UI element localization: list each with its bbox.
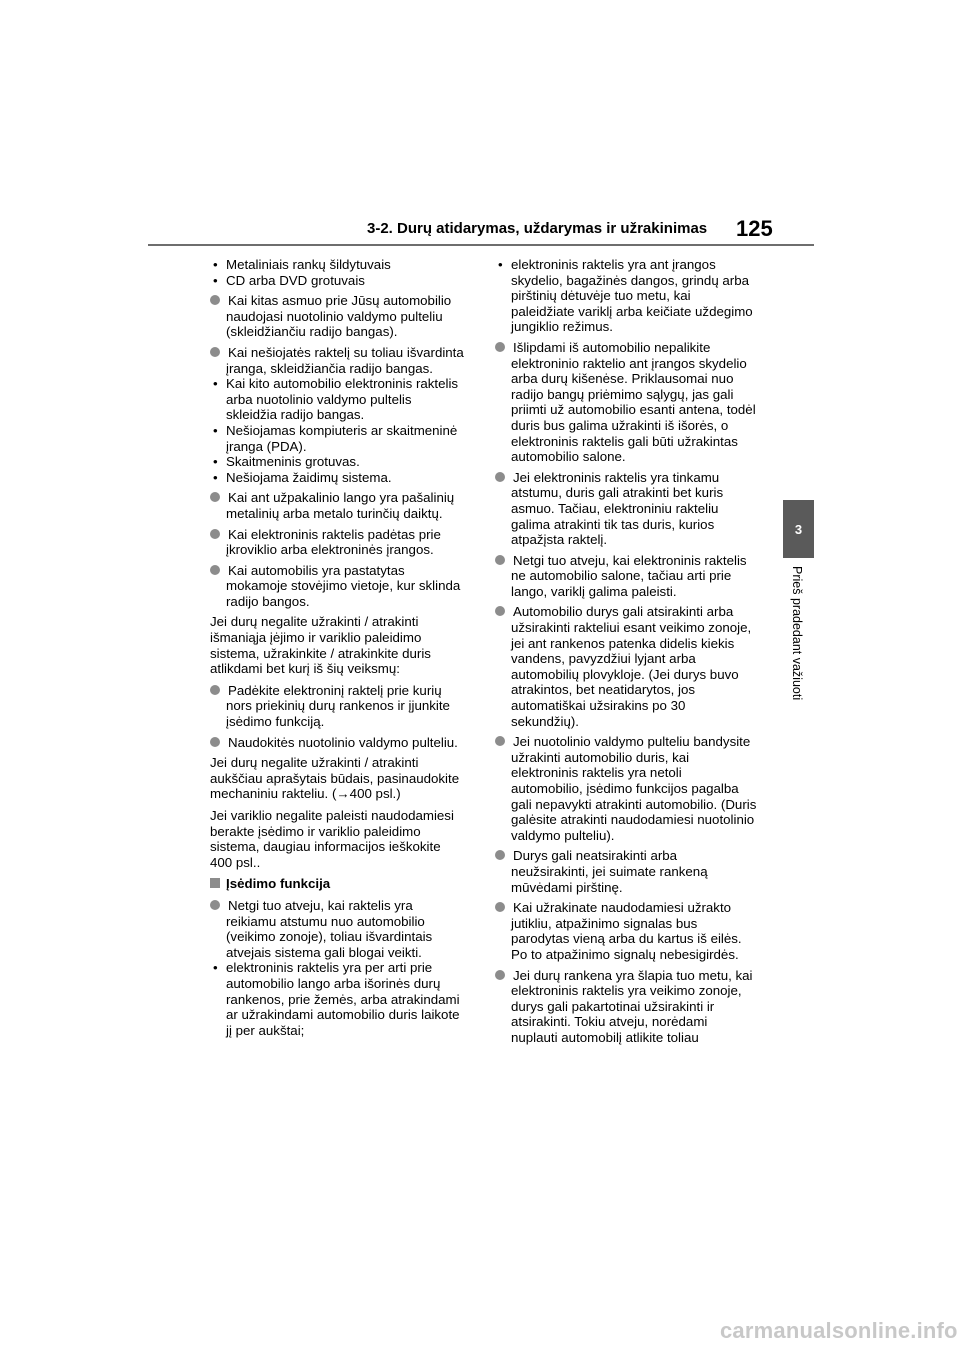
section-title: 3-2. Durų atidarymas, uždarymas ir užrakinimas	[367, 220, 708, 237]
bullet-item: Automobilio durys gali atsirakinti arba užsirakinti rakteliui esant veikimo zonoje, jei ant rankenos patenka didelis kiekis vandens, pavyzdžiui lyjant arba automobilių plovykloje. (Jei durys buvo atrakintos, bet neatidarytos, jos automatiškai užsirakins po 30 sekundžių).	[495, 604, 757, 729]
list-item: • Nešiojama žaidimų sistema.	[213, 469, 392, 485]
bullet-item: Išlipdami iš automobilio nepalikite elektroninio raktelio ant įrangos skydelio arba durų kišenėse. Priklausomai nuo radijo bangų priėmimo sąlygų, jas gali priimti už automobilio esanti antena, todėl duris bus galima užrakinti iš išorės, o elektroninis raktelis gali būti užrakintas automobilio salone.	[495, 340, 757, 465]
list-item: • Skaitmeninis grotuvas.	[213, 454, 360, 470]
bullet-item: Jei durų rankena yra šlapia tuo metu, kai elektroninis raktelis yra veikimo zonoje, durys gali pakartotinai užsirakinti ir atsirakinti. Tokiu atveju, norėdami nuplauti automobilį atlikite toliau	[495, 968, 757, 1046]
bullet-item: Jei nuotolinio valdymo pulteliu bandysite užrakinti automobilio duris, kai elektroninis raktelis yra netoli automobilio, įsėdimo funkcijos pagalba gali nepavykti atrakinti automobilio. (Duris galėsite atrakinti naudodamiesi nuotolinio valdymo pulteliu).	[495, 734, 757, 843]
bullet-dot-icon	[495, 970, 505, 980]
bullet-item: Netgi tuo atveju, kai elektroninis raktelis ne automobilio salone, tačiau arti prie lango, variklį galima paleisti.	[495, 553, 757, 600]
bullet-item: Kai automobilis yra pastatytas mokamoje stovėjimo vietoje, kur sklinda radijo bangos.	[210, 563, 466, 610]
section-heading: Įsėdimo funkcija	[210, 876, 466, 892]
bullet-dot-icon	[495, 606, 505, 616]
right-column	[495, 257, 757, 1051]
left-column	[210, 257, 466, 1038]
paragraph: Jei durų negalite užrakinti / atrakinti išmaniąja įėjimo ir variklio paleidimo sistema, užrakinkite / atrakinkite duris atlikdami bet kurį iš šių veiksmų:	[210, 614, 431, 677]
bullet-dot-icon	[495, 342, 505, 352]
bullet-dot-icon	[210, 737, 220, 747]
bullet-item: Naudokitės nuotolinio valdymo pulteliu.	[210, 735, 466, 751]
list-item: • Metaliniais rankų šildytuvais	[213, 257, 391, 272]
paragraph: Jei variklio negalite paleisti naudodamiesi berakte įsėdimo ir variklio paleidimo sistema, daugiau informacijos ieškokite 400 psl..	[210, 808, 454, 870]
chapter-label: Prieš pradedant važiuoti	[790, 566, 804, 701]
watermark: carmanualsonline.info	[720, 1318, 958, 1343]
bullet-dot-icon	[495, 850, 505, 860]
square-bullet-icon	[210, 878, 220, 888]
bullet-dot-icon	[495, 736, 505, 746]
bullet-dot-icon	[495, 472, 505, 482]
bullet-dot-icon	[210, 685, 220, 695]
bullet-item: Kai ant užpakalinio lango yra pašalinių metalinių arba metalo turinčių daiktų.	[210, 490, 466, 521]
page-number: 125	[736, 216, 773, 241]
bullet-item: Padėkite elektroninį raktelį prie kurių nors priekinių durų rankenos ir įjunkite įsėdimo funkciją.	[210, 683, 466, 730]
bullet-dot-icon	[210, 347, 220, 357]
list-item: • elektroninis raktelis yra per arti prie automobilio lango arba išorinės durų rankenos, prie žemės, arba atrakindami ar užrakindami automobilio duris laikote jį per aukštai;	[213, 960, 460, 1038]
bullet-dot-icon	[210, 529, 220, 539]
header-divider	[148, 244, 814, 246]
bullet-item: Netgi tuo atveju, kai raktelis yra reikiamu atstumu nuo automobilio (veikimo zonoje), toliau išvardintais atvejais sistema gali blogai veikti.	[210, 898, 466, 960]
list-item: • Kai kito automobilio elektroninis raktelis arba nuotolinio valdymo pultelis skleidžia radijo bangas.	[213, 376, 459, 423]
list-item: • CD arba DVD grotuvais	[213, 272, 365, 288]
bullet-item: Durys gali neatsirakinti arba neužsirakinti, jei suimate rankeną mūvėdami pirštinę.	[495, 848, 757, 895]
bullet-item: Kai nešiojatės raktelį su toliau išvardinta įranga, skleidžiančia radijo bangas.	[210, 345, 466, 376]
bullet-item: Kai užrakinate naudodamiesi užrakto jutikliu, atpažinimo signalas bus parodytas vieną arba du kartus iš eilės. Po to atpažinimo signalų nebesigirdės.	[495, 900, 757, 962]
bullet-dot-icon	[210, 295, 220, 305]
list-item: • elektroninis raktelis yra ant įrangos skydelio, bagažinės dangos, grindų arba pirštinių dėtuvėje tuo metu, kai paleidžiate variklį arba keičiate uždegimo jungiklio režimus.	[498, 257, 753, 335]
bullet-dot-icon	[210, 565, 220, 575]
paragraph: Jei durų negalite užrakinti / atrakinti aukščiau aprašytais būdais, pasinaudokite mechaniniu rakteliu. (→400 psl.)	[210, 755, 460, 802]
bullet-dot-icon	[210, 900, 220, 910]
bullet-dot-icon	[495, 555, 505, 565]
bullet-item: Jei elektroninis raktelis yra tinkamu atstumu, duris gali atrakinti bet kuris asmuo. Tačiau, elektroniniu rakteliu galima atrakinti tik tas duris, kurios atpažįsta raktelį.	[495, 470, 757, 548]
chapter-tab[interactable]: 3	[783, 500, 814, 558]
list-item: • Nešiojamas kompiuteris ar skaitmeninė įranga (PDA).	[213, 422, 458, 454]
bullet-dot-icon	[495, 902, 505, 912]
bullet-dot-icon	[210, 492, 220, 502]
bullet-item: Kai kitas asmuo prie Jūsų automobilio naudojasi nuotolinio valdymo pulteliu (skleidžiančiu radijo bangas).	[210, 293, 466, 340]
bullet-item: Kai elektroninis raktelis padėtas prie įkroviklio arba elektroninės įrangos.	[210, 527, 466, 558]
